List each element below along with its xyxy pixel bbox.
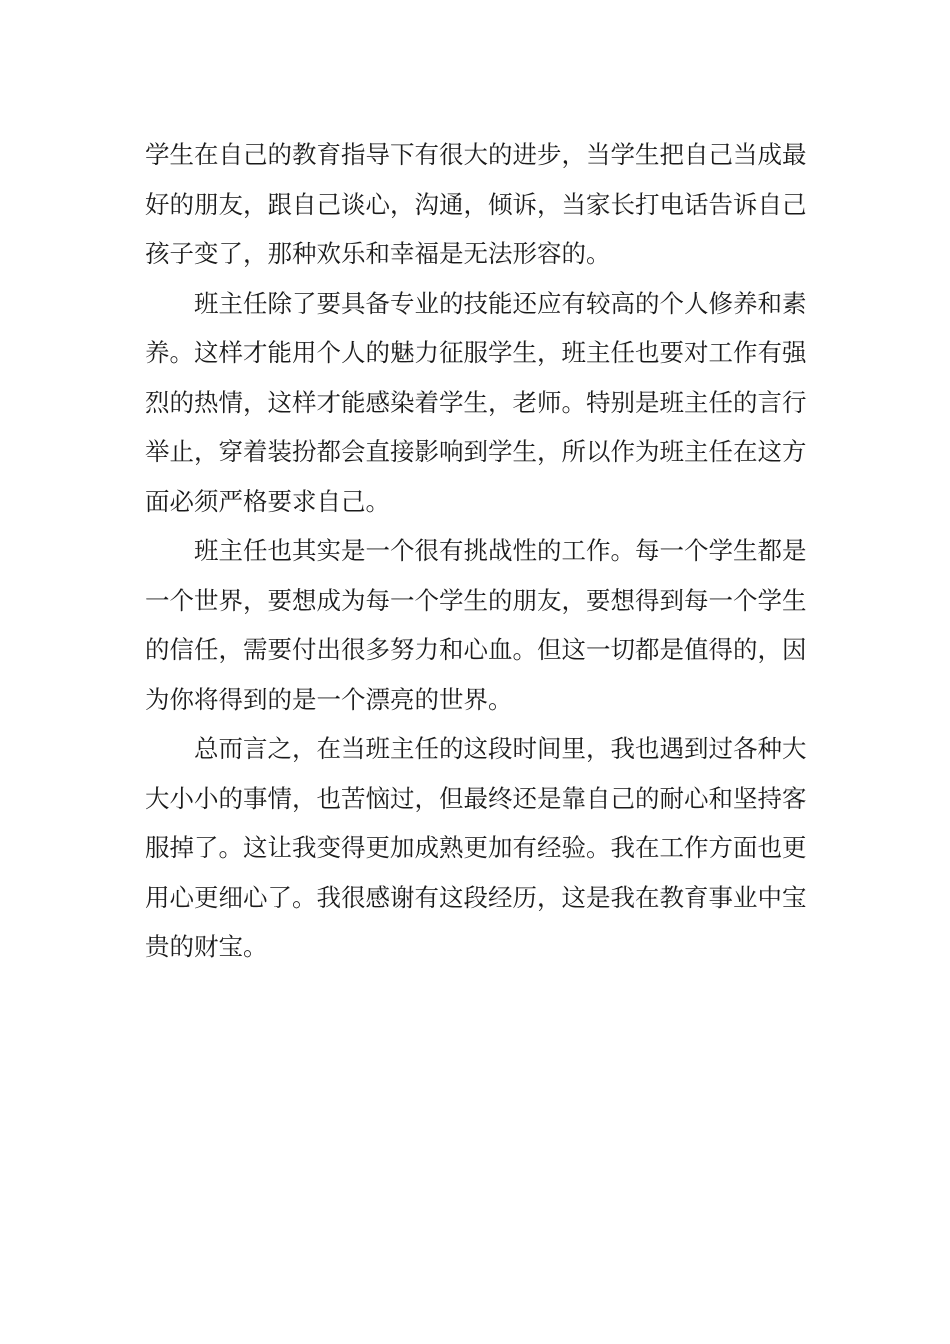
paragraph-4 [145, 724, 805, 972]
paragraph-3 [145, 526, 805, 724]
text-line: 学生在自己的教育指导下有很大的进步，当学生把自己当成最 [145, 140, 807, 169]
text-line: 用心更细心了。我很感谢有这段经历，这是我在教育事业中宝 [145, 882, 807, 912]
paragraph-2 [145, 279, 805, 527]
text-line: 服掉了。这让我变得更加成熟更加有经验。我在工作方面也更 [145, 833, 807, 862]
text-line: 的信任，需要付出很多努力和心血。但这一切都是值得的，因 [145, 635, 807, 664]
text-line: 烈的热情，这样才能感染着学生，老师。特别是班主任的言行 [145, 387, 807, 417]
paragraph-1 [145, 130, 805, 279]
text-line: 好的朋友，跟自己谈心，沟通，倾诉，当家长打电话告诉自己 [145, 189, 807, 219]
text-line: 为你将得到的是一个漂亮的世界。 [145, 684, 513, 714]
text-line: 孩子变了，那种欢乐和幸福是无法形容的。 [145, 239, 611, 268]
text-line: 总而言之，在当班主任的这段时间里，我也遇到过各种大 [145, 734, 807, 763]
text-line: 举止，穿着装扮都会直接影响到学生，所以作为班主任在这方 [145, 437, 807, 466]
text-line: 班主任除了要具备专业的技能还应有较高的个人修养和素 [145, 288, 807, 318]
text-line: 贵的财宝。 [145, 932, 268, 961]
text-line: 班主任也其实是一个很有挑战性的工作。每一个学生都是 [145, 536, 807, 565]
document-body [145, 130, 805, 972]
text-line: 一个世界，要想成为每一个学生的朋友，要想得到每一个学生 [145, 585, 807, 615]
text-line: 养。这样才能用个人的魅力征服学生，班主任也要对工作有强 [145, 338, 807, 367]
text-line: 面必须严格要求自己。 [145, 486, 390, 516]
text-line: 大小小的事情，也苦恼过，但最终还是靠自己的耐心和坚持客 [145, 783, 807, 813]
